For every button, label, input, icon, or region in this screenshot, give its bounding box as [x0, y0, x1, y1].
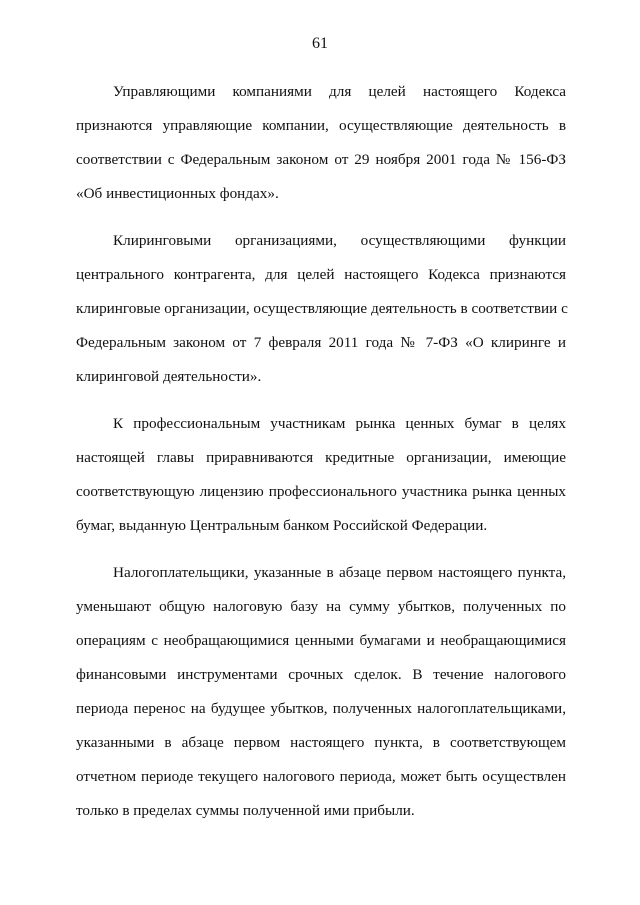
text-line: клиринговой деятельности».	[76, 368, 262, 385]
text-line: указанными в абзаце первом настоящего пункта, в соответствующем	[76, 734, 566, 751]
text-line: бумаг, выданную Центральным банком Российской Федерации.	[76, 517, 488, 534]
text-line: настоящей главы приравниваются кредитные организации, имеющие	[76, 449, 566, 466]
text-line: «Об инвестиционных фондах».	[76, 185, 279, 202]
text-line: К профессиональным участникам рынка ценных бумаг в целях	[113, 415, 566, 432]
paragraph-taxpayers-losses	[76, 556, 566, 828]
text-line: Управляющими компаниями для целей настоящего Кодекса	[113, 83, 566, 100]
paragraph-professional-participants	[76, 407, 566, 543]
text-line: операциям с необращающимися ценными бумагами и необращающимися	[76, 632, 566, 649]
paragraph-management-companies	[76, 75, 566, 211]
text-line: Налогоплательщики, указанные в абзаце первом настоящего пункта,	[113, 564, 566, 581]
text-line: уменьшают общую налоговую базу на сумму убытков, полученных по	[76, 598, 566, 615]
text-line: Клиринговыми организациями, осуществляющими функции	[113, 232, 566, 249]
text-line: центрального контрагента, для целей настоящего Кодекса признаются	[76, 266, 566, 283]
text-line: отчетном периоде текущего налогового периода, может быть осуществлен	[76, 768, 566, 785]
text-line: соответствующую лицензию профессионального участника рынка ценных	[76, 483, 566, 500]
text-line: только в пределах суммы полученной ими прибыли.	[76, 802, 415, 819]
document-body	[76, 75, 566, 841]
page-number: 61	[312, 35, 328, 52]
text-line: клиринговые организации, осуществляющие деятельность в соответствии с	[76, 300, 568, 317]
text-line: признаются управляющие компании, осуществляющие деятельность в	[76, 117, 566, 134]
text-line: Федеральным законом от 7 февраля 2011 года № 7-ФЗ «О клиринге и	[76, 334, 566, 351]
text-line: финансовыми инструментами срочных сделок. В течение налогового	[76, 666, 566, 683]
text-line: соответствии с Федеральным законом от 29 ноября 2001 года № 156-ФЗ	[76, 151, 566, 168]
paragraph-clearing-organizations	[76, 224, 566, 394]
text-line: периода перенос на будущее убытков, полученных налогоплательщиками,	[76, 700, 566, 717]
